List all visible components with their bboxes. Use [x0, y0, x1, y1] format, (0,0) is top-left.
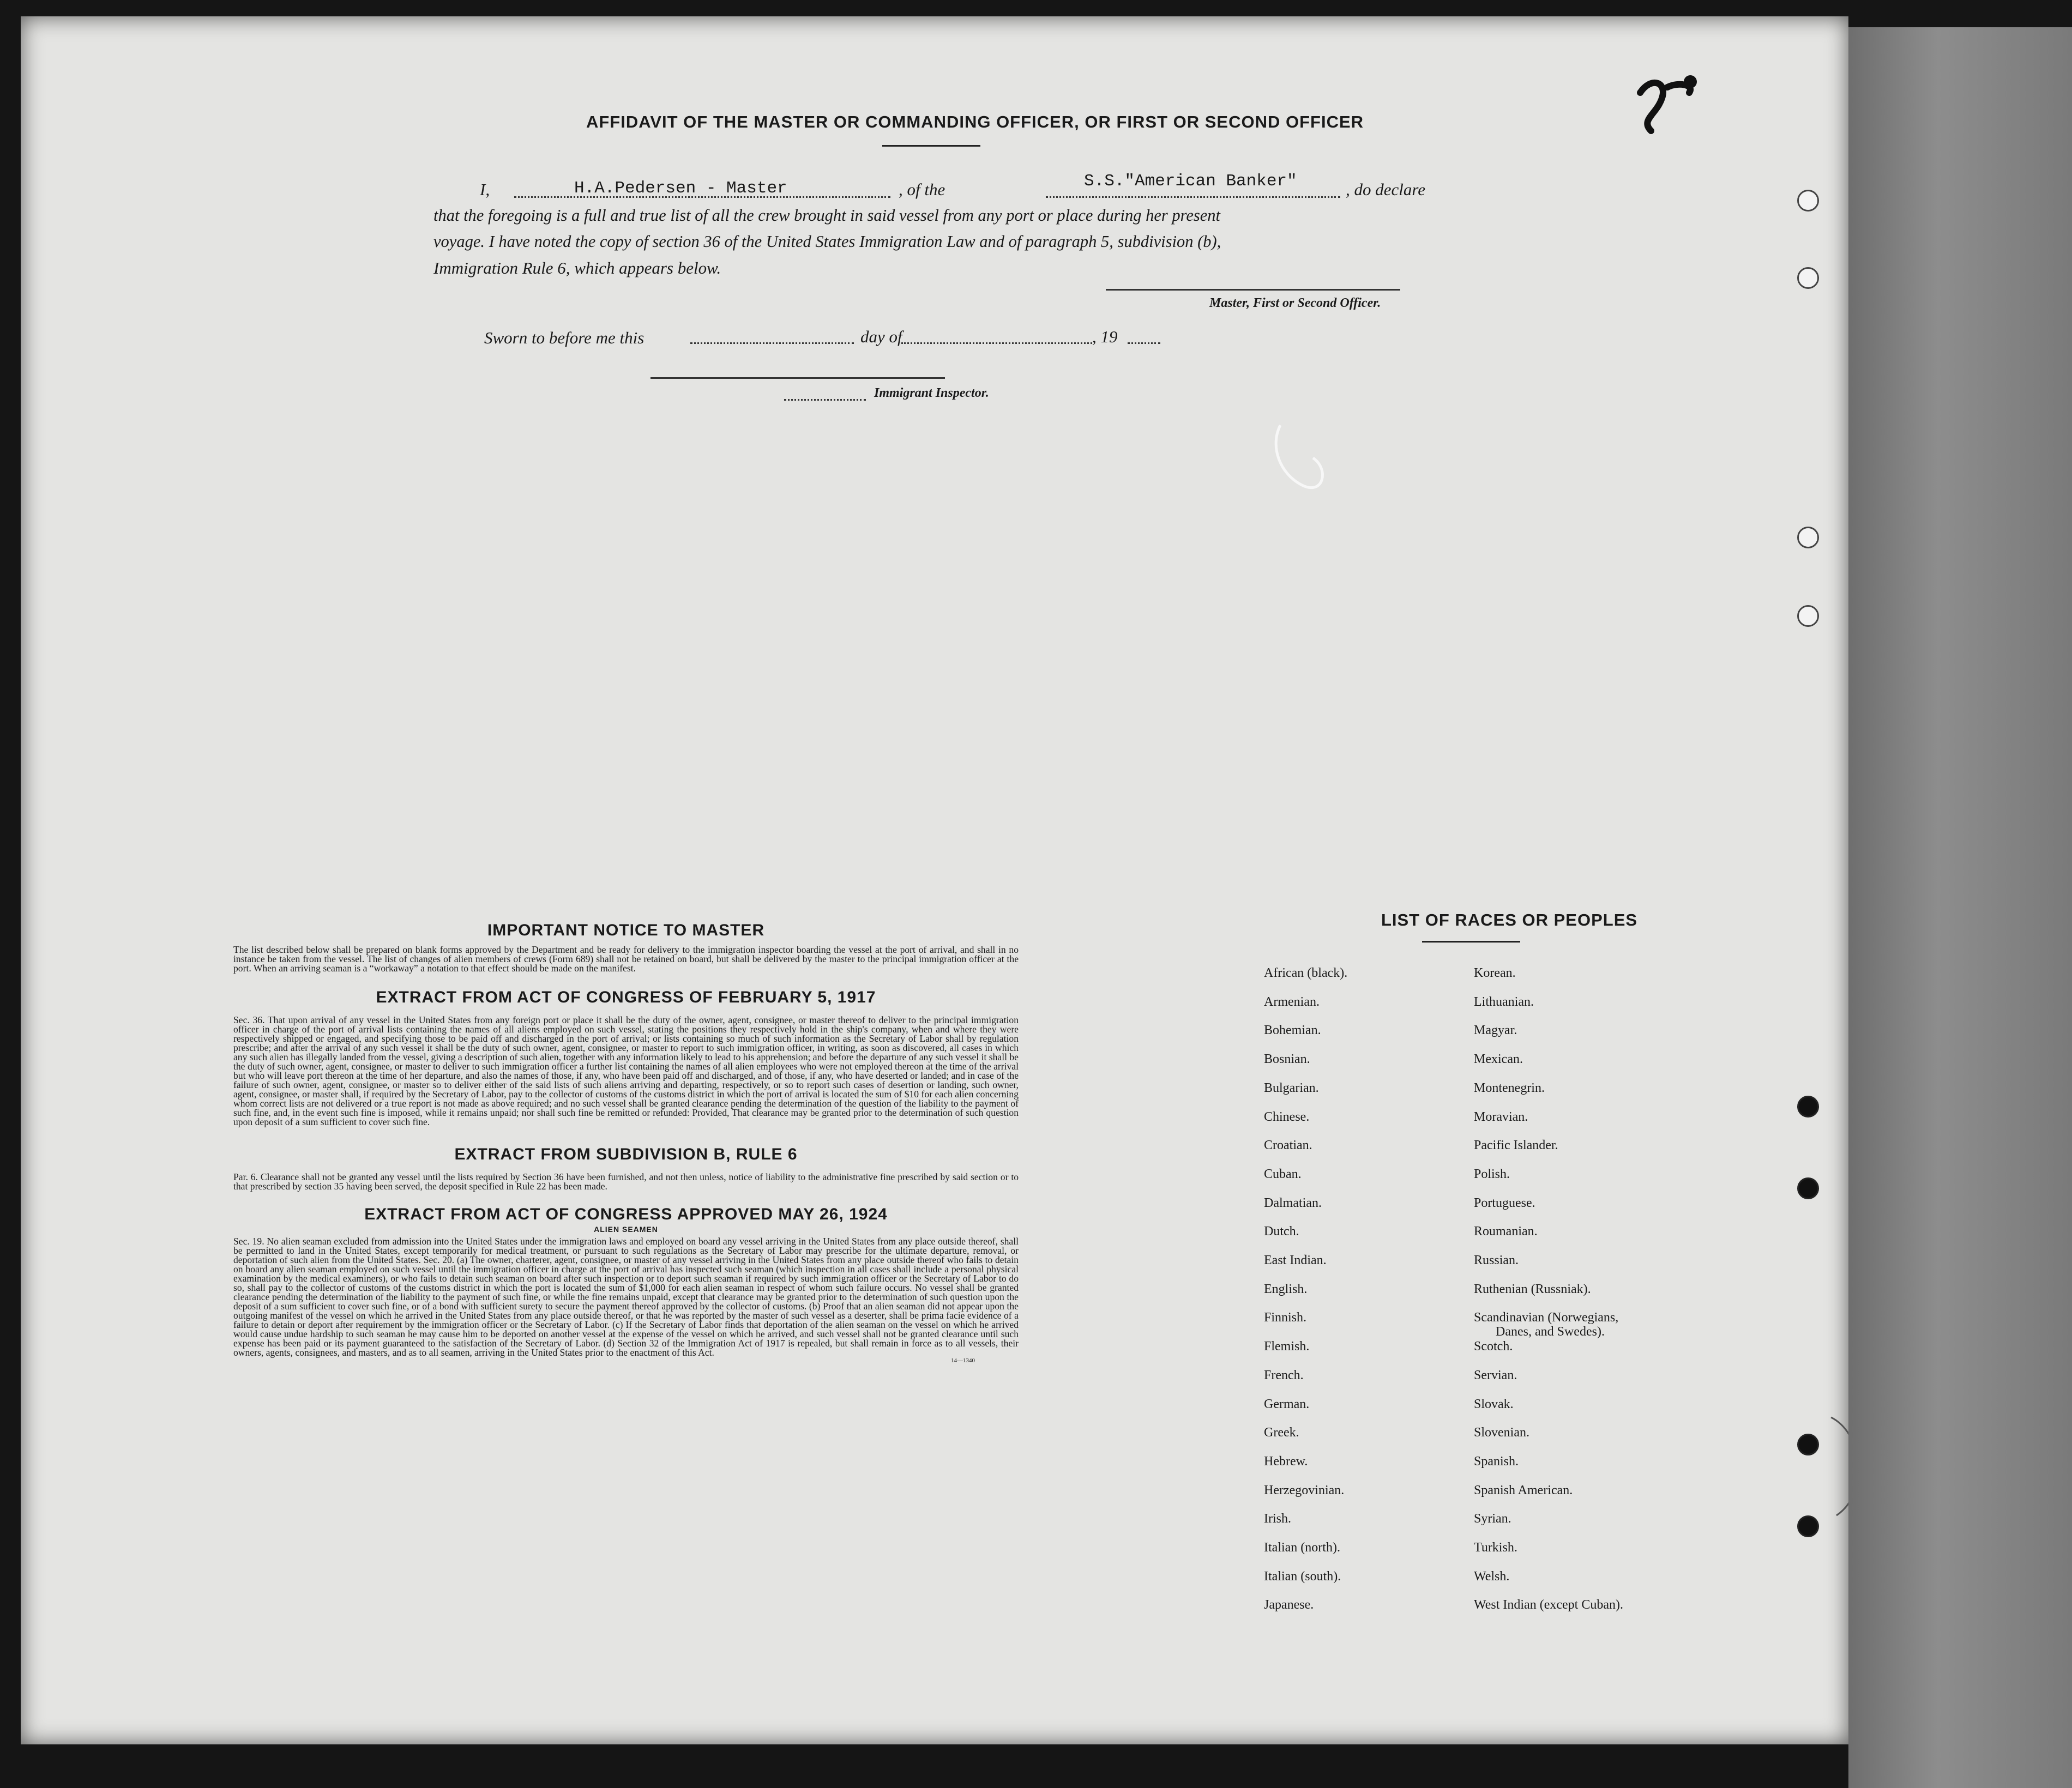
affidavit-title: AFFIDAVIT OF THE MASTER OR COMMANDING OFFICER, OR FIRST OR SECOND OFFICER [586, 112, 1364, 131]
extract-1917-title: EXTRACT FROM ACT OF CONGRESS OF FEBRUARY 5, 1917 [376, 988, 876, 1006]
binder-hole [1797, 190, 1819, 212]
race-item: Magyar. [1474, 1023, 1517, 1038]
affidavit-do-declare: , do declare [1346, 180, 1426, 199]
signature-caption: Master, First or Second Officer. [1209, 296, 1381, 310]
race-item: Roumanian. [1474, 1224, 1538, 1239]
sworn-prefix: Sworn to before me this [484, 328, 645, 347]
race-item: Syrian. [1474, 1512, 1511, 1526]
binder-hole [1797, 1177, 1819, 1199]
race-item: Scotch. [1474, 1339, 1513, 1354]
binder-hole [1797, 1434, 1819, 1455]
vessel-name-field[interactable]: S.S."American Banker" [1084, 172, 1297, 191]
race-item: Mexican. [1474, 1052, 1523, 1067]
race-item: Moravian. [1474, 1109, 1528, 1124]
affidavit-i: I, [480, 180, 490, 199]
race-item: African (black). [1264, 966, 1348, 980]
binder-hole [1797, 605, 1819, 627]
race-item: Montenegrin. [1474, 1080, 1545, 1095]
race-item: Danes, and Swedes). [1496, 1325, 1605, 1339]
race-item: Herzegovinian. [1264, 1483, 1345, 1497]
race-item: Italian (south). [1264, 1569, 1341, 1584]
race-item: Dutch. [1264, 1224, 1299, 1239]
form-number: 14—1340 [951, 1357, 975, 1364]
race-item: French. [1264, 1368, 1304, 1382]
race-item: Polish. [1474, 1167, 1510, 1181]
race-item: Cuban. [1264, 1167, 1302, 1181]
extract-1924-title: EXTRACT FROM ACT OF CONGRESS APPROVED MAY 26, 1924 [364, 1205, 888, 1223]
race-item: Chinese. [1264, 1109, 1310, 1124]
race-item: Croatian. [1264, 1138, 1312, 1153]
race-item: West Indian (except Cuban). [1474, 1598, 1623, 1612]
sworn-day-of: day of [860, 327, 902, 346]
inspector-caption: Immigrant Inspector. [874, 386, 989, 400]
binder-hole [1797, 1096, 1819, 1118]
binder-hole [1797, 527, 1819, 548]
title-underline [882, 145, 980, 147]
race-item: English. [1264, 1282, 1308, 1296]
binder-hole [1797, 1515, 1819, 1537]
affidavit-line-2: that the foregoing is a full and true list of all the crew brought in said vessel from any port or place during her present [433, 206, 1221, 225]
inspector-signature-line[interactable] [650, 377, 945, 379]
race-item: Hebrew. [1264, 1454, 1308, 1469]
faint-pencil-mark [1264, 414, 1335, 502]
affidavit-of-the: , of the [899, 180, 945, 199]
race-item: Armenian. [1264, 994, 1320, 1009]
handwritten-mark-corner [1629, 60, 1706, 136]
race-item: Scandinavian (Norwegians, [1474, 1310, 1619, 1325]
sworn-year-line[interactable] [1128, 342, 1160, 344]
race-item: Italian (north). [1264, 1541, 1340, 1555]
race-item: Dalmatian. [1264, 1195, 1322, 1210]
sworn-year-prefix: , 19 [1092, 327, 1118, 346]
race-item: Bulgarian. [1264, 1080, 1319, 1095]
race-item: Russian. [1474, 1253, 1519, 1267]
race-item: Pacific Islander. [1474, 1138, 1558, 1153]
races-underline [1422, 941, 1520, 943]
race-item: Welsh. [1474, 1569, 1510, 1584]
race-item: Spanish. [1474, 1454, 1519, 1469]
vessel-name-line [1046, 196, 1340, 198]
affidavit-line-3: voyage. I have noted the copy of section 36 of the United States Immigration Law and of paragraph 5, subdivision (b), [433, 232, 1221, 251]
race-item: Slovenian. [1474, 1425, 1529, 1440]
notice-title: IMPORTANT NOTICE TO MASTER [487, 921, 765, 939]
binder-hole [1797, 267, 1819, 289]
sworn-day-line[interactable] [690, 342, 854, 344]
race-item: Lithuanian. [1474, 994, 1534, 1009]
extract-rule6-title: EXTRACT FROM SUBDIVISION B, RULE 6 [454, 1145, 798, 1163]
race-item: Portuguese. [1474, 1195, 1535, 1210]
races-title: LIST OF RACES OR PEOPLES [1381, 910, 1638, 929]
race-item: Japanese. [1264, 1598, 1314, 1612]
race-item: Spanish American. [1474, 1483, 1573, 1497]
race-item: Turkish. [1474, 1541, 1517, 1555]
master-name-field[interactable]: H.A.Pedersen - Master [574, 179, 787, 198]
race-item: Slovak. [1474, 1397, 1514, 1411]
race-item: Bohemian. [1264, 1023, 1321, 1038]
inspector-prefix-dots [784, 399, 866, 401]
adjacent-page-edge [1848, 27, 2072, 1788]
officer-signature-line[interactable] [1106, 289, 1400, 291]
race-item: Korean. [1474, 966, 1516, 980]
race-item: German. [1264, 1397, 1310, 1411]
notice-body: The list described below shall be prepared on blank forms approved by the Department and be ready for delivery to the immigration inspector boarding the vessel at the port of arrival, and shall in no instance be taken from the vessel. The list of changes of alien members of crews (Form 689) shall not be retained on board, but shall be delivered by the master to the principal immigration officer at the port. When an arriving seaman is a “workaway” a notation to that effect should be made on the manifest. [233, 944, 1019, 974]
race-item: Finnish. [1264, 1310, 1307, 1325]
affidavit-line-4: Immigration Rule 6, which appears below. [433, 258, 721, 277]
document-page [21, 16, 1848, 1744]
sworn-month-line[interactable] [901, 342, 1092, 344]
race-item: Servian. [1474, 1368, 1517, 1382]
notice-section [233, 921, 1019, 1364]
race-item: Irish. [1264, 1512, 1291, 1526]
race-item: Bosnian. [1264, 1052, 1310, 1067]
extract-1917-body: Sec. 36. That upon arrival of any vessel in the United States from any foreign port or place it shall be the duty of the owner, agent, consignee, or master thereof to deliver to the principal immigration officer in charge of the port of arrival lists containing the names of all aliens employed on such vessel, stating the positions they respectively hold in the ship's company, when and where they were respectively shipped or engaged, and specifying those to be paid off and discharged in the port of arrival; or lists containing so much of such information as the Secretary of Labor shall by regulation prescribe; and after the arrival of any such vessel it shall be the duty of such owner, agent, consignee, or master to report to such immigration officer, in writing, as soon as discovered, all cases in which any such alien has illegally landed from the vessel, giving a description of such alien, together with any information likely to lead to his apprehension; and before the departure of any such vessel it shall be the duty of such owner, agent, consignee, or master to deliver to such immigration officer a further list containing the names of all alien employees who were not employed thereon at the time of the arrival but who will leave port thereon at the time of her departure, and also the names of those, if any, who have been paid off and discharged, and of those, if any, who have deserted or landed; and in case of the failure of such owner, agent, consignee, or master so to deliver either of the said lists of such aliens arriving and departing, respectively, or so to report such cases of desertion or landing, such owner, agent, consignee, or master shall, if required by the Secretary of Labor, pay to the collector of customs of the customs district in which the port of arrival is located the sum of $10 for each alien concerning whom correct lists are not delivered or a true report is not made as above required; and no such vessel shall be granted clearance pending the determination of the question of the liability to the payment of such fine, and, in the event such fine is imposed, while it remains unpaid; nor shall such fine be remitted or refunded: Provided, That clearance may be granted prior to the determination of such question upon deposit of a sum sufficient to cover such fine. [233, 1014, 1019, 1127]
extract-1924-body: Sec. 19. No alien seaman excluded from admission into the United States under the immigration laws and employed on board any vessel arriving in the United States from any place outside thereof, shall be permitted to land in the United States, except temporarily for medical treatment, or pursuant to such regulations as the Secretary of Labor may prescribe for the ultimate departure, removal, or deportation of such alien from the United States. Sec. 20. (a) The owner, charterer, agent, consignee, or master of any vessel arriving in the United States from any place outside thereof who fails to detain on board any alien seaman employed on such vessel until the immigration officer in charge at the port of arrival has inspected such seaman (which inspection in all cases shall include a personal physical examination by the medical examiners), or who fails to detain such seaman on board after such inspection or to deport such seaman if required by such immigration officer or the Secretary of Labor to do so, shall pay to the collector of customs of the customs district in which the port is located the sum of $1,000 for each alien seaman in respect of whom such failure occurs. No vessel shall be granted clearance pending the determination of the liability to the payment of such fine, or while the fine remains unpaid, except that clearance may be granted prior to the determination of such question upon the deposit of a sum sufficient to cover such fine, or of a bond with sufficient surety to secure the payment thereof approved by the collector of customs. (b) Proof that an alien seaman did not appear upon the outgoing manifest of the vessel on which he arrived in the United States from any place outside thereof, or that he was reported by the master of such vessel as a deserter, shall be prima facie evidence of a failure to detain or deport after requirement by the immigration officer or the Secretary of Labor. (c) If the Secretary of Labor finds that deportation of the alien seaman on the vessel on which he arrived would cause undue hardship to such seaman he may cause him to be deported on another vessel at the expense of the vessel on which he arrived, and such vessel shall not be granted clearance until such expense has been paid or its payment guaranteed to the satisfaction of the Secretary of Labor. (d) Section 32 of the Immigration Act of 1917 is repealed, but shall remain in force as to all vessels, their owners, agents, consignees, and masters, and as to all seamen, arriving in the United States prior to the enactment of this Act. [233, 1236, 1019, 1358]
faint-curve-mark [1826, 1412, 1848, 1521]
race-item: Flemish. [1264, 1339, 1310, 1354]
race-item: East Indian. [1264, 1253, 1327, 1267]
extract-1924-subtitle: ALIEN SEAMEN [594, 1225, 658, 1234]
extract-rule6-body: Par. 6. Clearance shall not be granted any vessel until the lists required by Section 36 have been furnished, and not then unless, notice of liability to the administrative fine prescribed by said section or to that prescribed by section 35 having been served, the deposit specified in Rule 22 has been made. [233, 1171, 1019, 1192]
race-item: Greek. [1264, 1425, 1299, 1440]
race-item: Ruthenian (Russniak). [1474, 1282, 1591, 1296]
